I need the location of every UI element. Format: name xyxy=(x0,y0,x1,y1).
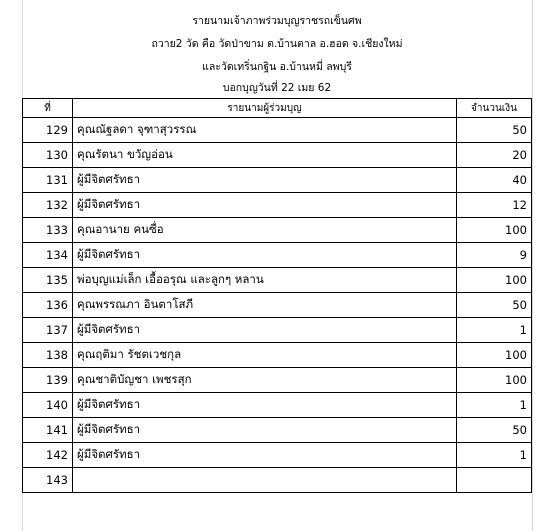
row-number: 131 xyxy=(23,168,73,193)
table-row xyxy=(23,268,532,293)
table-row xyxy=(23,168,532,193)
table-row xyxy=(23,293,532,318)
row-number: 134 xyxy=(23,243,73,268)
donor-name: คุณพรรณภา อินตาโสภี xyxy=(73,293,457,318)
donor-name: ผู้มีจิตศรัทธา xyxy=(73,443,457,468)
donation-amount: 1 xyxy=(457,443,532,468)
row-number: 140 xyxy=(23,393,73,418)
table-row xyxy=(23,443,532,468)
donation-amount xyxy=(457,468,532,493)
donation-amount: 40 xyxy=(457,168,532,193)
table-row xyxy=(23,343,532,368)
table-row xyxy=(23,243,532,268)
row-number: 141 xyxy=(23,418,73,443)
donor-name: ผู้มีจิตศรัทธา xyxy=(73,193,457,218)
donation-amount: 100 xyxy=(457,368,532,393)
table-row xyxy=(23,143,532,168)
donor-name: คุณฤติมา รัชตเวชกุล xyxy=(73,343,457,368)
table-row xyxy=(23,418,532,443)
row-number: 137 xyxy=(23,318,73,343)
column-header-name: รายนามผู้ร่วมบุญ xyxy=(73,99,457,118)
row-number: 138 xyxy=(23,343,73,368)
donor-name: คุณชาติบัญชา เพชรสุก xyxy=(73,368,457,393)
document-title: รายนามเจ้าภาพร่วมบุญราชรถเข็นศพ xyxy=(192,15,362,27)
table-row xyxy=(23,368,532,393)
donor-name: พ่อบุญแม่เล็ก เอื้ออรุณ และลูกๆ หลาน xyxy=(73,268,457,293)
grid-line xyxy=(532,0,533,531)
donation-amount: 50 xyxy=(457,293,532,318)
row-number: 142 xyxy=(23,443,73,468)
document-subtitle: ถวาย2 วัด คือ วัดป่าขาม ต.บ้านตาล อ.ฮอด จ.เชียงใหม่ xyxy=(151,38,403,50)
row-number: 133 xyxy=(23,218,73,243)
donation-amount: 100 xyxy=(457,218,532,243)
row-number: 143 xyxy=(23,468,73,493)
donation-amount: 20 xyxy=(457,143,532,168)
donation-amount: 100 xyxy=(457,268,532,293)
table-header-row xyxy=(23,99,532,118)
table-row xyxy=(23,218,532,243)
donor-name: ผู้มีจิตศรัทธา xyxy=(73,418,457,443)
row-number: 136 xyxy=(23,293,73,318)
donor-name: คุณณัฐลดา จุฑาสุวรรณ xyxy=(73,118,457,143)
donor-name: ผู้มีจิตศรัทธา xyxy=(73,393,457,418)
donor-name: คุณรัตนา ขวัญอ่อน xyxy=(73,143,457,168)
donor-name xyxy=(73,468,457,493)
donor-name: ผู้มีจิตศรัทธา xyxy=(73,168,457,193)
donation-amount: 1 xyxy=(457,318,532,343)
donation-amount: 50 xyxy=(457,118,532,143)
donation-amount: 9 xyxy=(457,243,532,268)
row-number: 132 xyxy=(23,193,73,218)
row-number: 130 xyxy=(23,143,73,168)
table-row xyxy=(23,118,532,143)
table-row xyxy=(23,318,532,343)
donation-amount: 50 xyxy=(457,418,532,443)
donor-name: ผู้มีจิตศรัทธา xyxy=(73,243,457,268)
column-header-number: ที่ xyxy=(23,99,73,118)
table-row xyxy=(23,193,532,218)
donor-name: คุณอานาย คนซื่อ xyxy=(73,218,457,243)
column-header-amount: จำนวนเงิน xyxy=(457,99,532,118)
table-row xyxy=(23,468,532,493)
row-number: 139 xyxy=(23,368,73,393)
donor-table xyxy=(22,98,532,493)
donation-amount: 12 xyxy=(457,193,532,218)
donation-amount: 1 xyxy=(457,393,532,418)
donor-name: ผู้มีจิตศรัทธา xyxy=(73,318,457,343)
table-row xyxy=(23,393,532,418)
donation-amount: 100 xyxy=(457,343,532,368)
announcement-date: บอกบุญวันที่ 22 เมย 62 xyxy=(222,82,332,94)
document-subtitle-2: และวัดเทริ่นกฐิน อ.บ้านหมี่ ลพบุรี xyxy=(202,61,352,73)
row-number: 129 xyxy=(23,118,73,143)
row-number: 135 xyxy=(23,268,73,293)
